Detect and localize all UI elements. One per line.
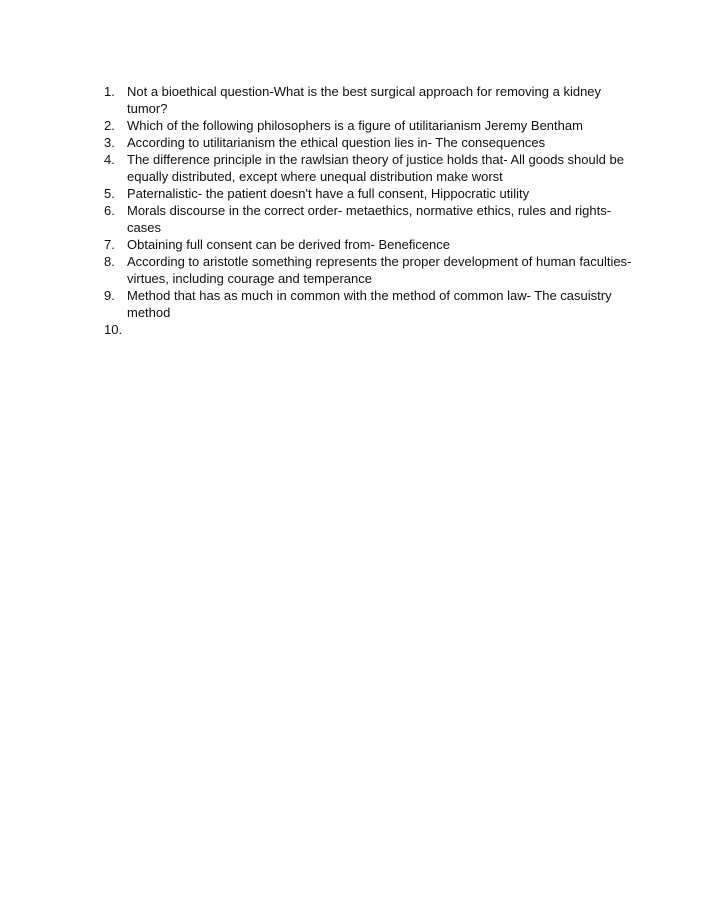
list-item-number: 7. xyxy=(104,237,115,252)
list-item-number: 1. xyxy=(104,84,115,99)
list-item xyxy=(104,134,644,151)
list-item xyxy=(104,287,644,321)
list-item xyxy=(104,253,644,287)
list-item-text: Morals discourse in the correct order- metaethics, normative ethics, rules and rights-cases xyxy=(127,203,612,235)
list-item-number: 4. xyxy=(104,152,115,167)
list-item xyxy=(104,151,644,185)
list-item-text: According to aristotle something represents the proper development of human faculties-virtues, including courage and temperance xyxy=(127,254,632,286)
list-item xyxy=(104,185,644,202)
list-item-text: Method that has as much in common with the method of common law- The casuistry method xyxy=(127,288,612,320)
list-item-number: 9. xyxy=(104,288,115,303)
list-item-number: 10. xyxy=(104,322,123,337)
list-item xyxy=(104,202,644,236)
list-item-number: 5. xyxy=(104,186,115,201)
list-item-number: 3. xyxy=(104,135,115,150)
list-item-text: The difference principle in the rawlsian theory of justice holds that- All goods should be equally distributed, except where unequal distribution make worst xyxy=(127,152,624,184)
list-item-text: According to utilitarianism the ethical question lies in- The consequences xyxy=(127,135,546,150)
list-item-number: 6. xyxy=(104,203,115,218)
list-item-text: Paternalistic- the patient doesn't have a full consent, Hippocratic utility xyxy=(127,186,530,201)
list-item xyxy=(104,236,644,253)
list-item xyxy=(104,117,644,134)
list-item-number: 2. xyxy=(104,118,115,133)
list-item xyxy=(104,321,644,338)
numbered-list xyxy=(104,83,644,338)
list-item-text: Not a bioethical question-What is the best surgical approach for removing a kidney tumor? xyxy=(127,84,602,116)
list-item xyxy=(104,83,644,117)
list-item-text xyxy=(127,321,644,338)
list-item-text: Obtaining full consent can be derived from- Beneficence xyxy=(127,237,451,252)
list-item-text: Which of the following philosophers is a figure of utilitarianism Jeremy Bentham xyxy=(127,118,583,133)
list-item-number: 8. xyxy=(104,254,115,269)
